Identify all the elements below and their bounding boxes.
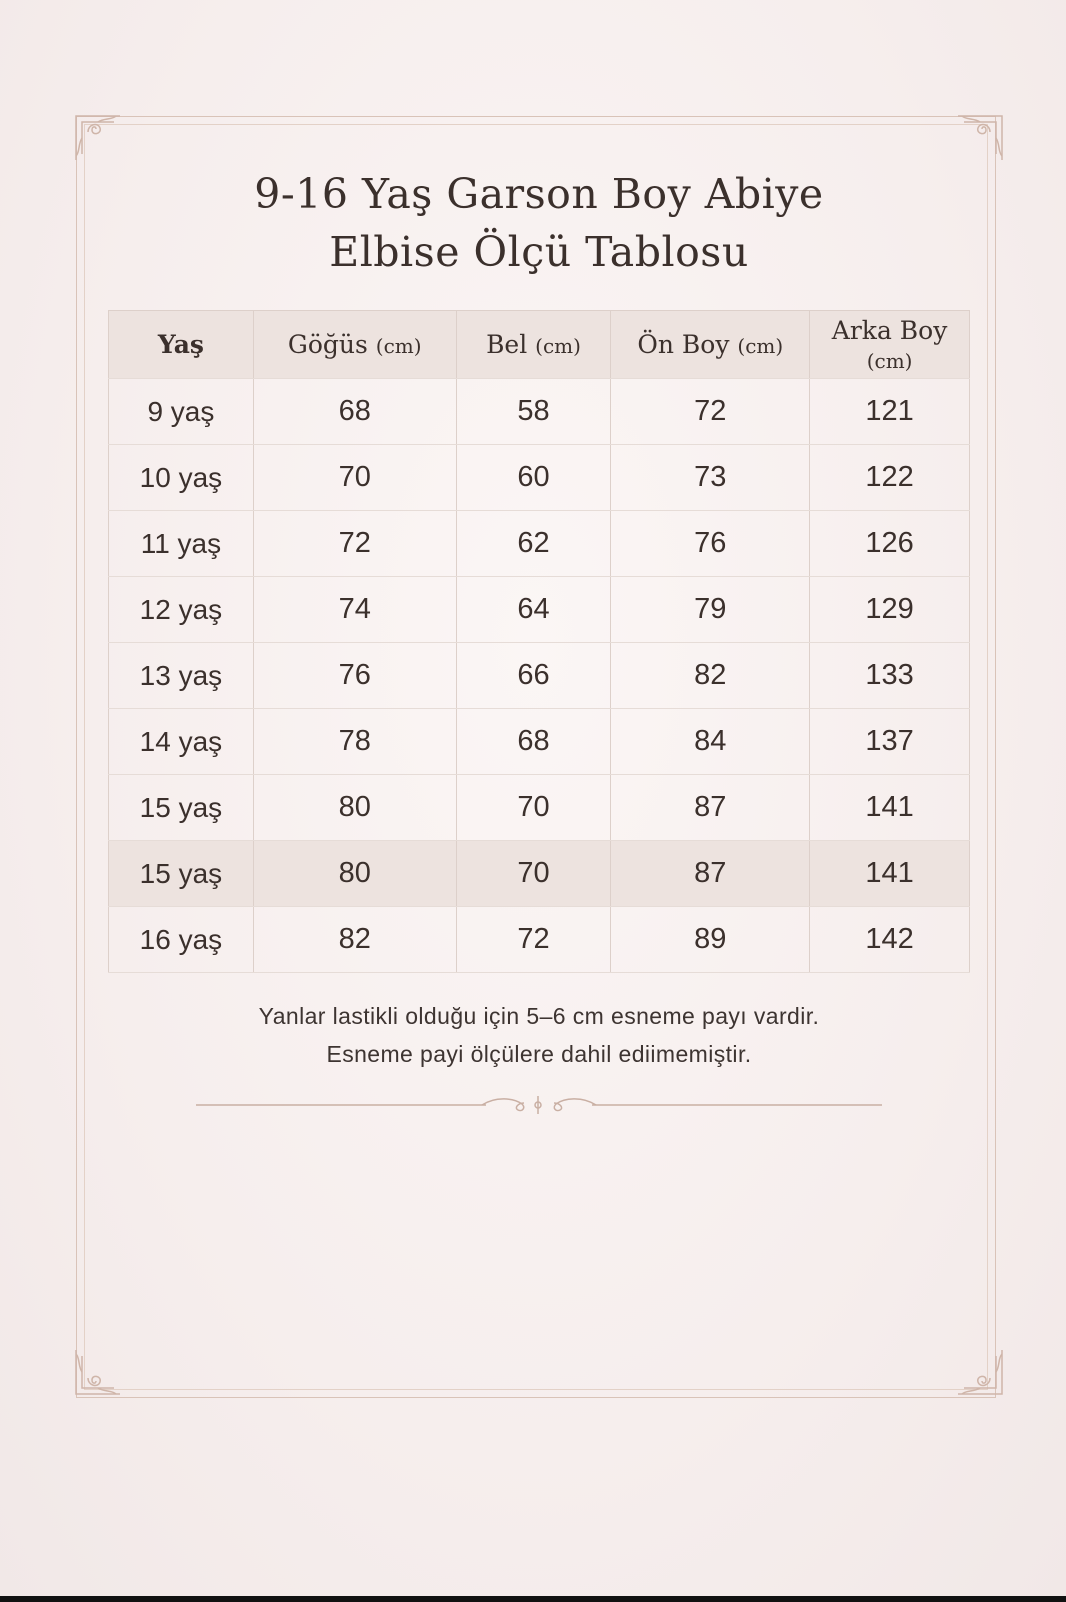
cell-age: 9 yaş [109,379,254,445]
cell-front-length: 87 [611,775,810,841]
cell-back-length: 141 [810,841,970,907]
column-header-waist: Bel (cm) [456,311,611,379]
cell-age: 13 yaş [109,643,254,709]
cell-waist: 58 [456,379,611,445]
cell-chest: 80 [253,775,456,841]
cell-front-length: 87 [611,841,810,907]
cell-front-length: 79 [611,577,810,643]
table-row [109,709,970,775]
size-chart-table [108,310,970,973]
cell-age: 14 yaş [109,709,254,775]
table-header-row [109,311,970,379]
cell-front-length: 89 [611,907,810,973]
cell-chest: 76 [253,643,456,709]
corner-ornament-icon [68,1342,128,1402]
cell-front-length: 72 [611,379,810,445]
cell-waist: 66 [456,643,611,709]
column-header-front-length: Ön Boy (cm) [611,311,810,379]
corner-ornament-icon [68,108,128,168]
cell-chest: 78 [253,709,456,775]
cell-chest: 72 [253,511,456,577]
column-header-back-length: Arka Boy (cm) [810,311,970,379]
cell-age: 15 yaş [109,841,254,907]
cell-chest: 74 [253,577,456,643]
table-row [109,379,970,445]
table-row [109,907,970,973]
cell-waist: 62 [456,511,611,577]
cell-waist: 70 [456,775,611,841]
cell-back-length: 122 [810,445,970,511]
cell-front-length: 82 [611,643,810,709]
cell-age: 11 yaş [109,511,254,577]
cell-waist: 68 [456,709,611,775]
cell-age: 15 yaş [109,775,254,841]
page-title-line-1: 9-16 Yaş Garson Boy Abiye [254,170,824,218]
cell-chest: 70 [253,445,456,511]
table-row-highlighted [109,841,970,907]
cell-back-length: 141 [810,775,970,841]
page-title-line-2: Elbise Ölçü Tablosu [329,228,749,276]
table-row [109,445,970,511]
cell-age: 10 yaş [109,445,254,511]
ornamental-divider-icon [196,1090,882,1120]
cell-back-length: 126 [810,511,970,577]
cell-front-length: 84 [611,709,810,775]
cell-chest: 80 [253,841,456,907]
table-row [109,775,970,841]
cell-back-length: 137 [810,709,970,775]
cell-back-length: 133 [810,643,970,709]
cell-waist: 64 [456,577,611,643]
cell-back-length: 129 [810,577,970,643]
corner-ornament-icon [950,1342,1010,1402]
cell-front-length: 76 [611,511,810,577]
cell-back-length: 121 [810,379,970,445]
bottom-edge-bar [0,1596,1066,1602]
note-line-1: Yanlar lastikli olduğu için 5–6 cm esneme payı vardir. [258,1003,820,1029]
column-header-chest: Göğüs (cm) [253,311,456,379]
note-line-2: Esneme payi ölçülere dahil ediimemiştir. [326,1041,752,1067]
cell-chest: 82 [253,907,456,973]
cell-waist: 72 [456,907,611,973]
cell-waist: 60 [456,445,611,511]
cell-front-length: 73 [611,445,810,511]
column-header-age: Yaş [109,311,254,379]
table-row [109,643,970,709]
cell-chest: 68 [253,379,456,445]
table-row [109,577,970,643]
cell-age: 16 yaş [109,907,254,973]
cell-age: 12 yaş [109,577,254,643]
cell-back-length: 142 [810,907,970,973]
table-row [109,511,970,577]
corner-ornament-icon [950,108,1010,168]
cell-waist: 70 [456,841,611,907]
